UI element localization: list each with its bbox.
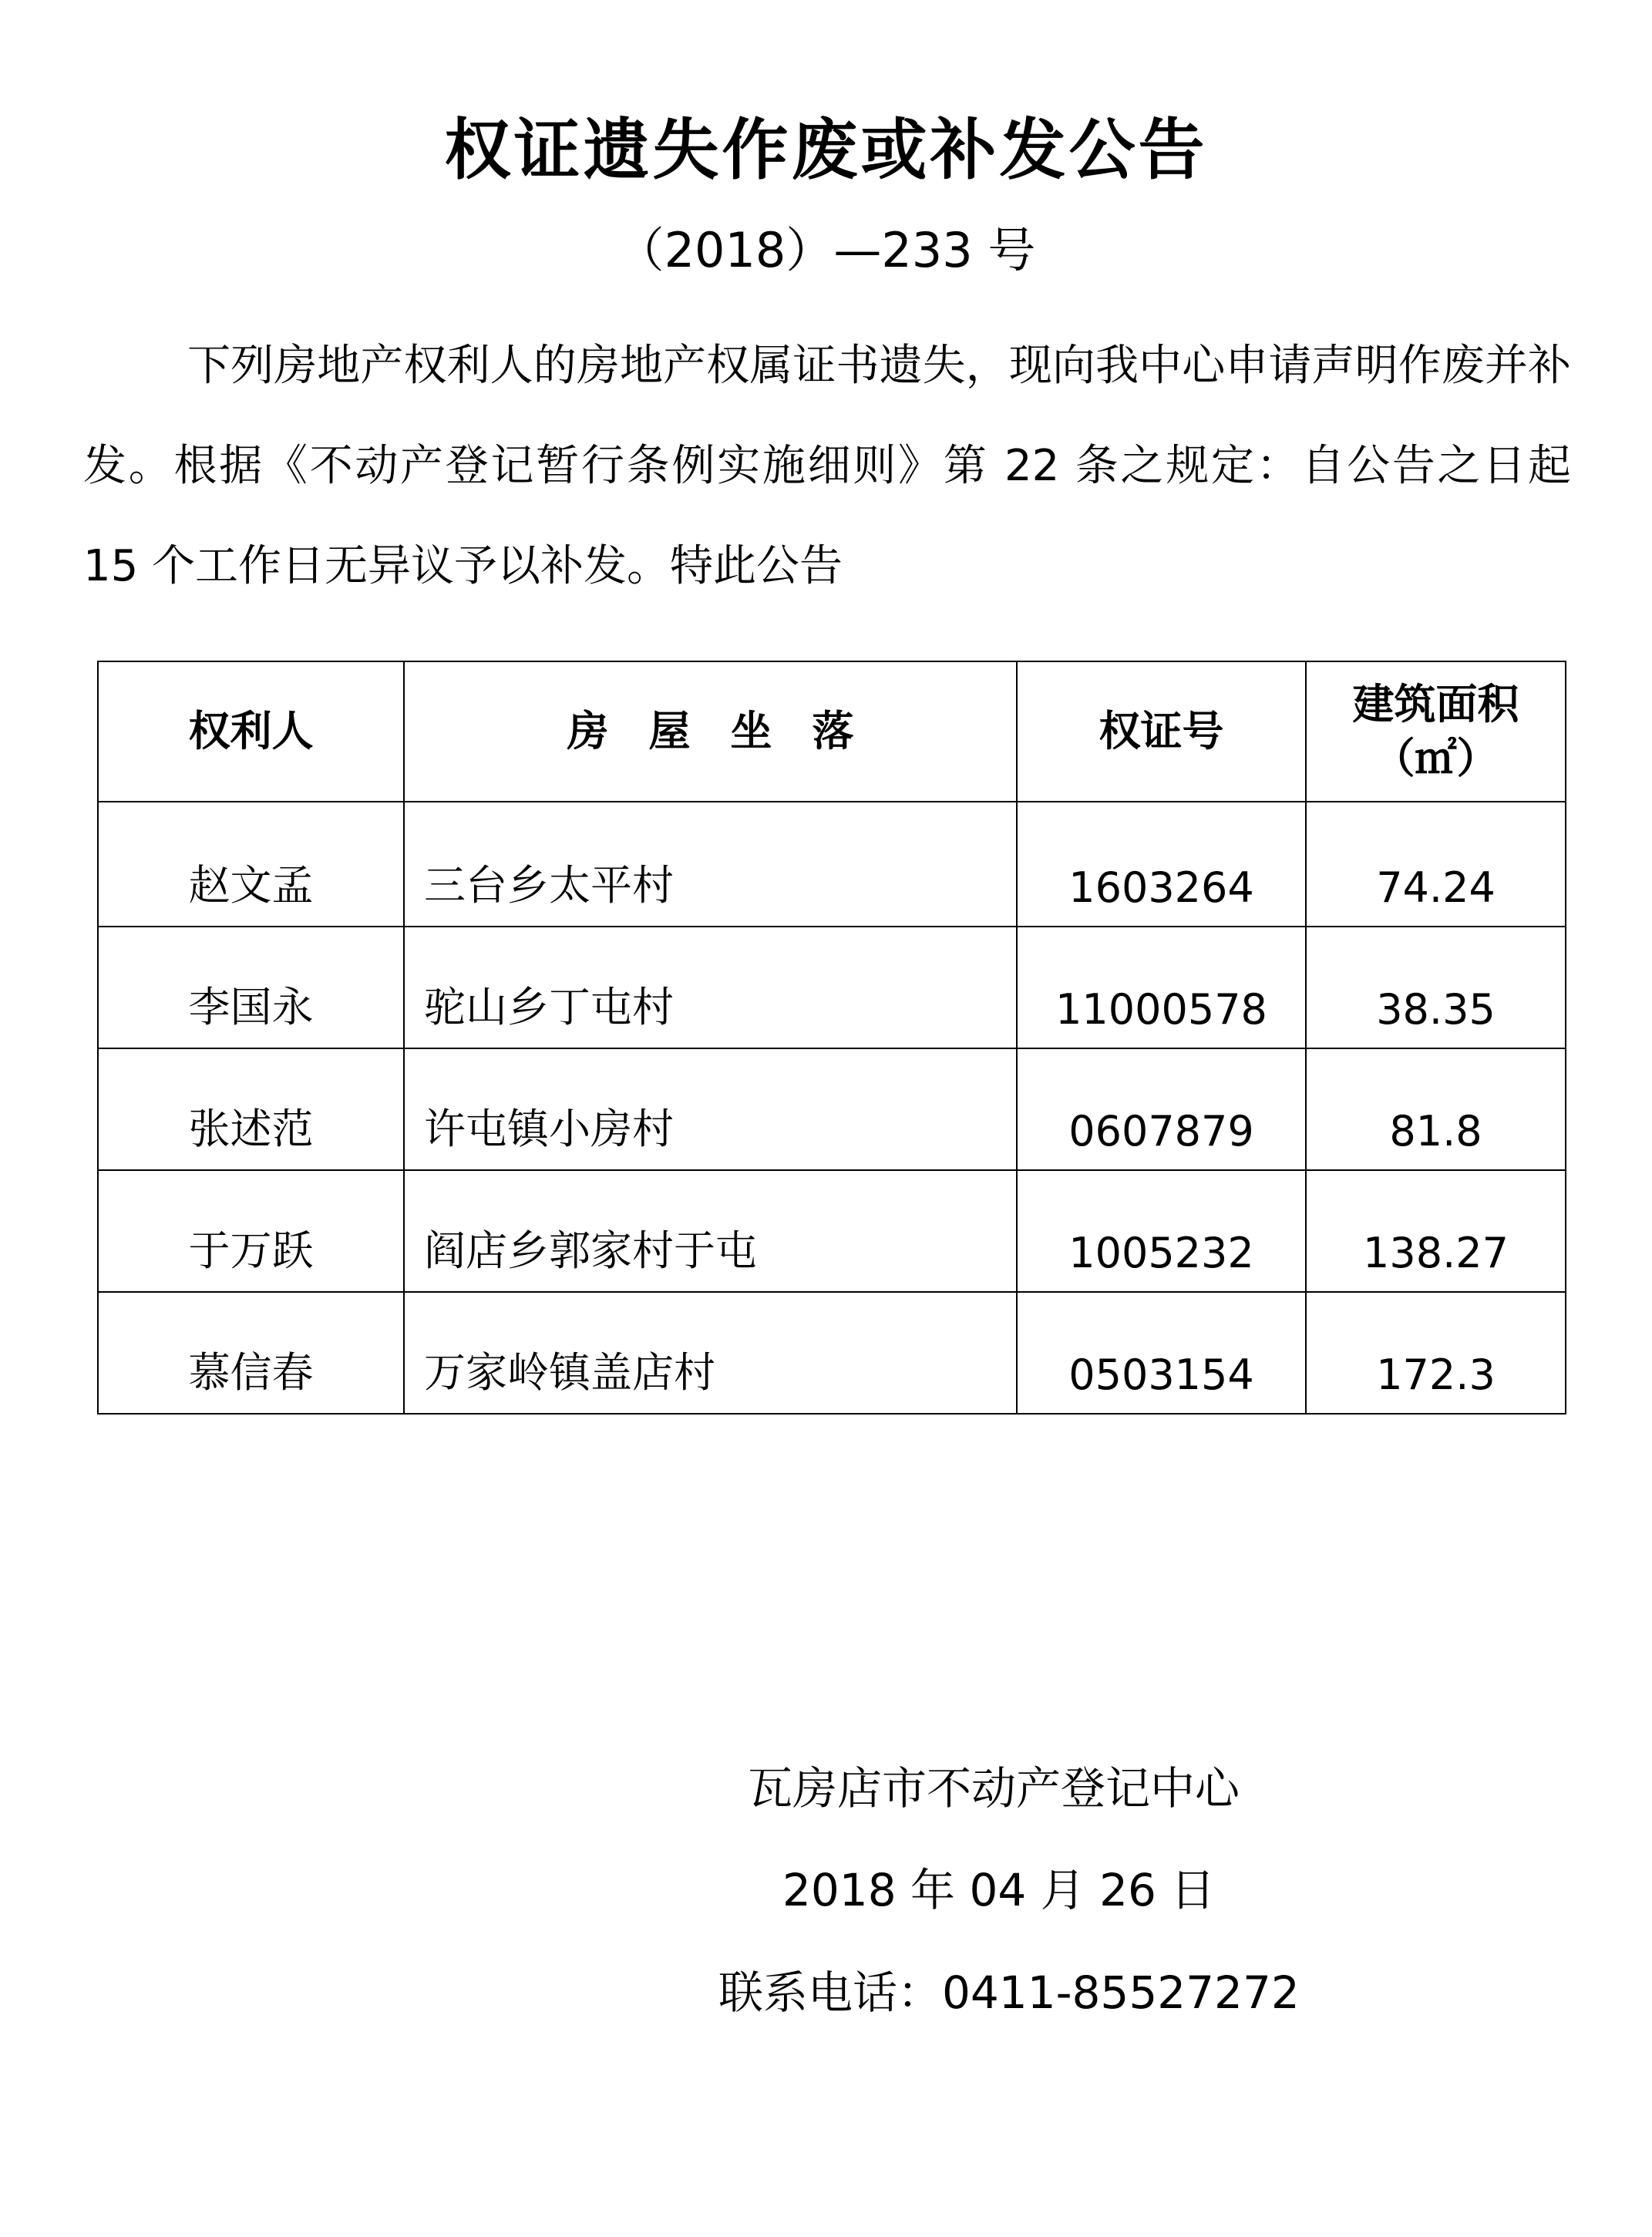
- table-row: [98, 1170, 1566, 1292]
- issuing-organization: 瓦房店市不动产登记中心: [748, 1762, 1240, 1815]
- table-header-row: [98, 661, 1566, 802]
- cell-location: 阎店乡郭家村于屯: [404, 1170, 1017, 1292]
- cell-location: 驼山乡丁屯村: [404, 927, 1017, 1048]
- header-cert-no: 权证号: [1017, 661, 1306, 802]
- cell-owner: 于万跃: [98, 1170, 404, 1292]
- notice-number: （2018）—233 号: [616, 222, 1036, 278]
- cell-cert-no: 0503154: [1017, 1292, 1306, 1414]
- cell-owner: 赵文孟: [98, 802, 404, 927]
- cell-cert-no: 0607879: [1017, 1048, 1306, 1170]
- cell-cert-no: 1005232: [1017, 1170, 1306, 1292]
- cell-area: 74.24: [1306, 802, 1566, 927]
- cell-area: 81.8: [1306, 1048, 1566, 1170]
- table-row: [98, 802, 1566, 927]
- cell-cert-no: 1603264: [1017, 802, 1306, 927]
- header-location: 房屋坐落: [404, 661, 1017, 802]
- header-owner: 权利人: [98, 661, 404, 802]
- lost-certificate-table: [97, 661, 1566, 1415]
- cell-location: 许屯镇小房村: [404, 1048, 1017, 1170]
- table-row: [98, 1292, 1566, 1414]
- page-title: 权证遗失作废或补发公告: [444, 112, 1208, 189]
- table-row: [98, 927, 1566, 1048]
- issue-date: 2018 年 04 月 26 日: [782, 1864, 1216, 1916]
- cell-location: 三台乡太平村: [404, 802, 1017, 927]
- header-area: [1306, 661, 1566, 802]
- cell-cert-no: 11000578: [1017, 927, 1306, 1048]
- cell-area: 172.3: [1306, 1292, 1566, 1414]
- header-area-title: 建筑面积: [1352, 680, 1519, 728]
- header-area-unit: （㎡）: [1373, 734, 1499, 782]
- table-row: [98, 1048, 1566, 1170]
- cell-location: 万家岭镇盖店村: [404, 1292, 1017, 1414]
- cell-area: 138.27: [1306, 1170, 1566, 1292]
- cell-owner: 慕信春: [98, 1292, 404, 1414]
- contact-phone: 联系电话：0411-85527272: [718, 1966, 1300, 2019]
- cell-owner: 李国永: [98, 927, 404, 1048]
- cell-area: 38.35: [1306, 927, 1566, 1048]
- notice-intro-paragraph: 下列房地产权利人的房地产权属证书遗失，现向我中心申请声明作废并补发。根据《不动产登记暂行条例实施细则》第 22 条之规定：自公告之日起 15 个工作日无异议予以补发。特此公告: [83, 341, 1571, 591]
- cell-owner: 张述范: [98, 1048, 404, 1170]
